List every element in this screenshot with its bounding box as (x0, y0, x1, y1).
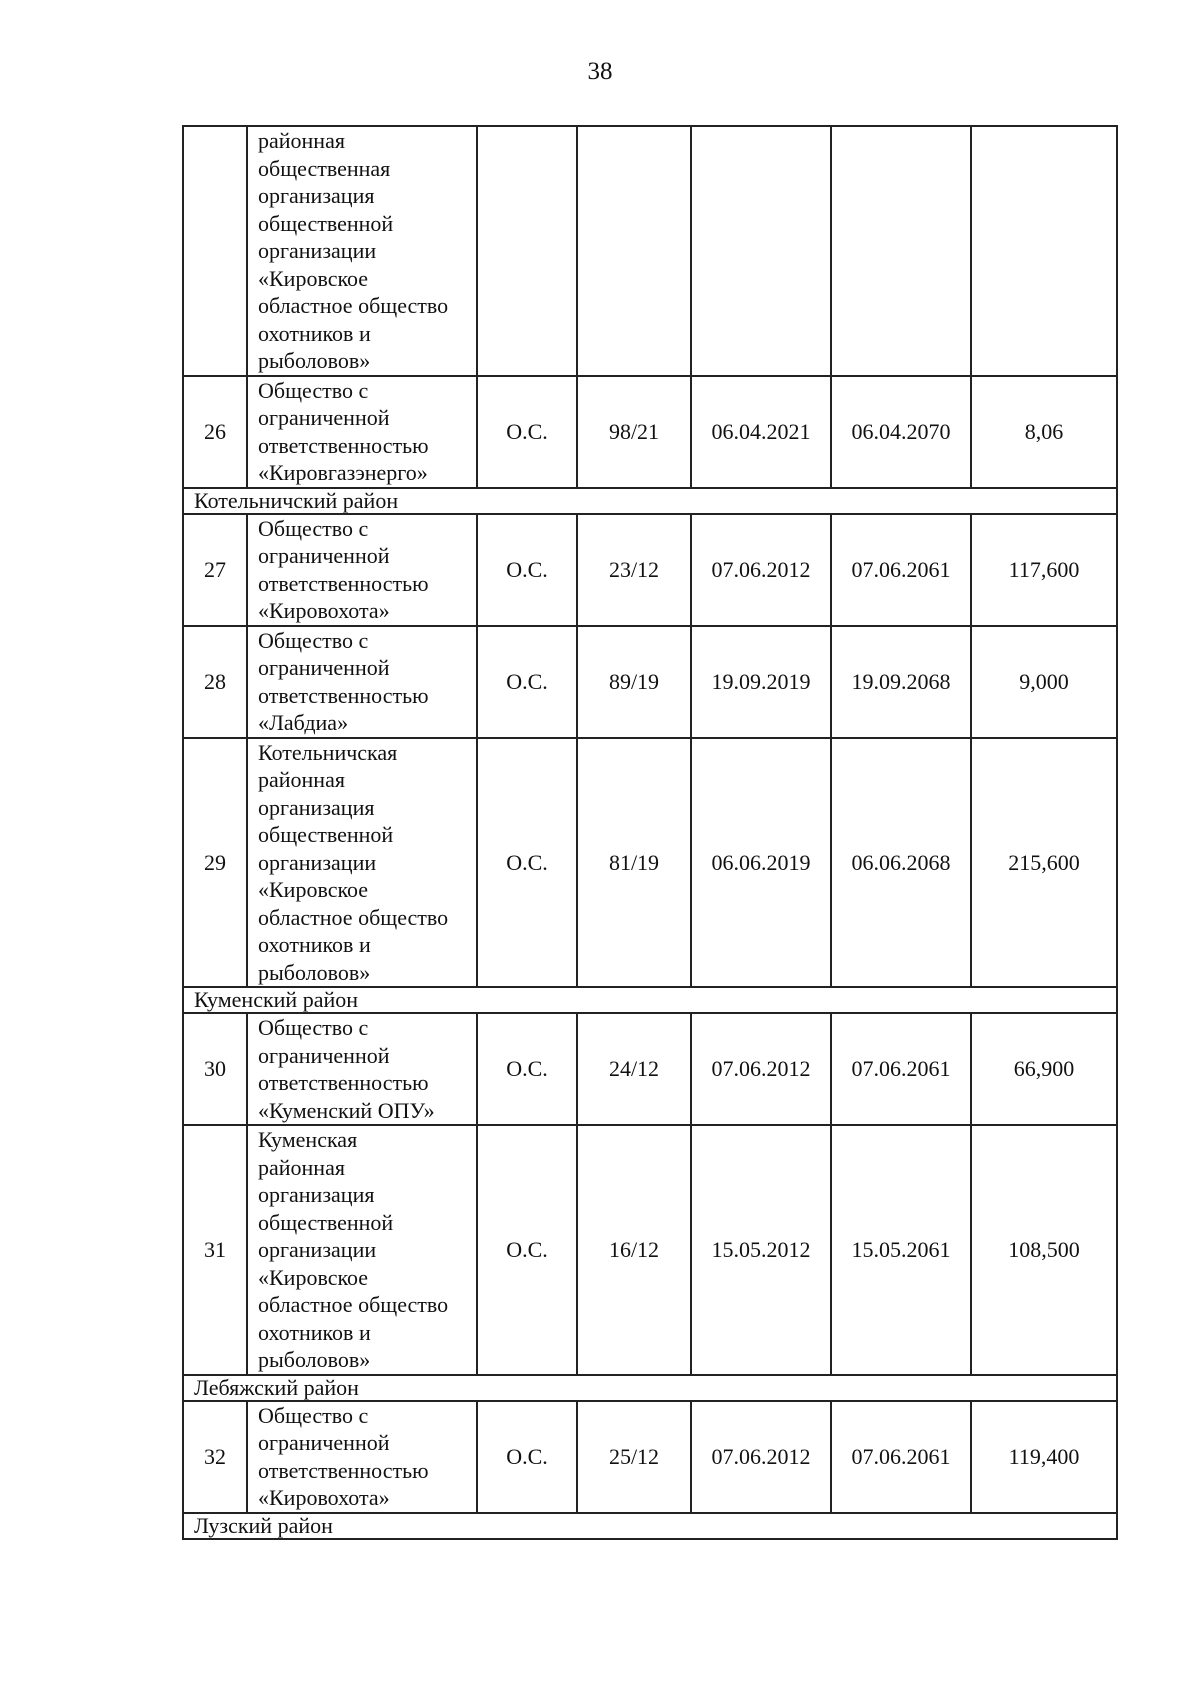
name-line: «Кировское (258, 877, 369, 902)
cell-area: 66,900 (971, 1013, 1117, 1125)
name-line: Общество с (258, 1402, 369, 1428)
page-number: 38 (587, 58, 613, 85)
cell-kind: О.С. (477, 626, 577, 738)
name-line: Общество с (258, 1015, 369, 1040)
cell-date-end: 15.05.2061 (831, 1125, 971, 1375)
name-line: рыболовов» (258, 1347, 371, 1372)
name-line: ответственностью (258, 570, 429, 596)
cell-number: 81/19 (577, 738, 691, 988)
name-lines (258, 127, 472, 375)
table-row (183, 514, 1117, 626)
name-line: Котельничская (258, 739, 398, 765)
cell-num: 27 (183, 514, 247, 626)
cell-date-end (831, 126, 971, 376)
cell-number: 25/12 (577, 1401, 691, 1513)
cell-number: 24/12 (577, 1013, 691, 1125)
table-row-continuation (183, 126, 1117, 376)
cell-number: 23/12 (577, 514, 691, 626)
name-line: общественной (258, 822, 394, 847)
name-line: областное общество (258, 904, 449, 930)
name-line: «Кировское (258, 1264, 369, 1290)
table-row (183, 738, 1117, 988)
cell-num: 28 (183, 626, 247, 738)
name-line: ограниченной (258, 405, 390, 430)
cell-area: 119,400 (971, 1401, 1117, 1513)
cell-kind: О.С. (477, 1013, 577, 1125)
name-line: ограниченной (258, 655, 390, 680)
table-body (183, 126, 1117, 1539)
cell-kind: О.С. (477, 514, 577, 626)
cell-date-start: 07.06.2012 (691, 514, 831, 626)
cell-name (247, 738, 477, 988)
cell-date-start: 07.06.2012 (691, 1013, 831, 1125)
name-lines (258, 627, 472, 737)
name-lines (258, 377, 472, 487)
name-lines (258, 1126, 472, 1374)
name-line: охотников и (258, 1319, 371, 1345)
cell-date-start: 06.06.2019 (691, 738, 831, 988)
cell-name (247, 514, 477, 626)
cell-date-start: 19.09.2019 (691, 626, 831, 738)
name-line: районная (258, 767, 345, 792)
cell-area: 215,600 (971, 738, 1117, 988)
table-row (183, 1013, 1117, 1125)
cell-name (247, 126, 477, 376)
cell-num: 32 (183, 1401, 247, 1513)
cell-date-end: 07.06.2061 (831, 514, 971, 626)
name-line: охотников и (258, 932, 371, 957)
name-line: ответственностью (258, 682, 429, 708)
section-title: Лебяжский район (183, 1375, 1117, 1401)
table-row (183, 376, 1117, 488)
table-row (183, 1401, 1117, 1513)
cell-num (183, 126, 247, 376)
name-line: охотников и (258, 320, 371, 346)
name-line: ответственностью (258, 1457, 429, 1483)
cell-date-start: 07.06.2012 (691, 1401, 831, 1513)
section-row (183, 488, 1117, 514)
cell-num: 29 (183, 738, 247, 988)
name-line: ограниченной (258, 1042, 390, 1068)
cell-number (577, 126, 691, 376)
cell-date-start (691, 126, 831, 376)
cell-number: 16/12 (577, 1125, 691, 1375)
name-line: районная (258, 1154, 345, 1180)
name-line: организации (258, 238, 377, 263)
cell-kind: О.С. (477, 738, 577, 988)
registry-table (182, 125, 1118, 1540)
name-line: областное общество (258, 1292, 449, 1317)
cell-num: 31 (183, 1125, 247, 1375)
cell-kind: О.С. (477, 1401, 577, 1513)
cell-date-end: 06.06.2068 (831, 738, 971, 988)
section-title: Лузский район (183, 1513, 1117, 1539)
cell-date-end: 07.06.2061 (831, 1013, 971, 1125)
section-title: Куменский район (183, 987, 1117, 1013)
cell-area: 9,000 (971, 626, 1117, 738)
name-line: рыболовов» (258, 348, 371, 373)
name-lines (258, 1402, 472, 1512)
section-title: Котельничский район (183, 488, 1117, 514)
name-line: Общество с (258, 515, 369, 541)
name-line: Общество с (258, 377, 369, 403)
name-line: организации (258, 849, 377, 875)
name-lines (258, 515, 472, 625)
cell-name (247, 626, 477, 738)
name-line: «Кировохота» (258, 1485, 390, 1510)
cell-date-end: 07.06.2061 (831, 1401, 971, 1513)
cell-name (247, 1401, 477, 1513)
name-line: «Куменский ОПУ» (258, 1097, 435, 1123)
name-line: общественная (258, 155, 391, 181)
name-line: ответственностью (258, 1070, 429, 1095)
section-row (183, 1375, 1117, 1401)
cell-date-end: 19.09.2068 (831, 626, 971, 738)
name-line: организации (258, 1237, 377, 1262)
cell-name (247, 376, 477, 488)
name-line: ответственностью (258, 432, 429, 458)
cell-number: 89/19 (577, 626, 691, 738)
cell-num: 30 (183, 1013, 247, 1125)
cell-name (247, 1013, 477, 1125)
name-line: организация (258, 183, 375, 208)
name-line: районная (258, 128, 345, 153)
table-row (183, 626, 1117, 738)
table-row (183, 1125, 1117, 1375)
name-line: общественной (258, 210, 394, 236)
cell-date-end: 06.04.2070 (831, 376, 971, 488)
name-line: Общество с (258, 627, 369, 653)
cell-area: 8,06 (971, 376, 1117, 488)
name-line: ограниченной (258, 543, 390, 568)
name-line: «Кировское (258, 265, 369, 291)
name-line: рыболовов» (258, 959, 371, 985)
cell-num: 26 (183, 376, 247, 488)
name-line: общественной (258, 1209, 394, 1235)
cell-area (971, 126, 1117, 376)
cell-name (247, 1125, 477, 1375)
name-lines (258, 739, 472, 987)
section-row (183, 1513, 1117, 1539)
cell-date-start: 06.04.2021 (691, 376, 831, 488)
name-line: областное общество (258, 293, 449, 318)
cell-kind: О.С. (477, 376, 577, 488)
cell-date-start: 15.05.2012 (691, 1125, 831, 1375)
cell-number: 98/21 (577, 376, 691, 488)
cell-kind (477, 126, 577, 376)
name-line: «Кировгазэнерго» (258, 460, 428, 485)
section-row (183, 987, 1117, 1013)
name-line: Куменская (258, 1127, 358, 1152)
name-line: «Кировохота» (258, 598, 390, 623)
name-line: ограниченной (258, 1430, 390, 1455)
name-lines (258, 1014, 472, 1124)
name-line: организация (258, 1182, 375, 1207)
cell-kind: О.С. (477, 1125, 577, 1375)
cell-area: 108,500 (971, 1125, 1117, 1375)
name-line: организация (258, 794, 375, 820)
name-line: «Лабдиа» (258, 710, 349, 735)
cell-area: 117,600 (971, 514, 1117, 626)
